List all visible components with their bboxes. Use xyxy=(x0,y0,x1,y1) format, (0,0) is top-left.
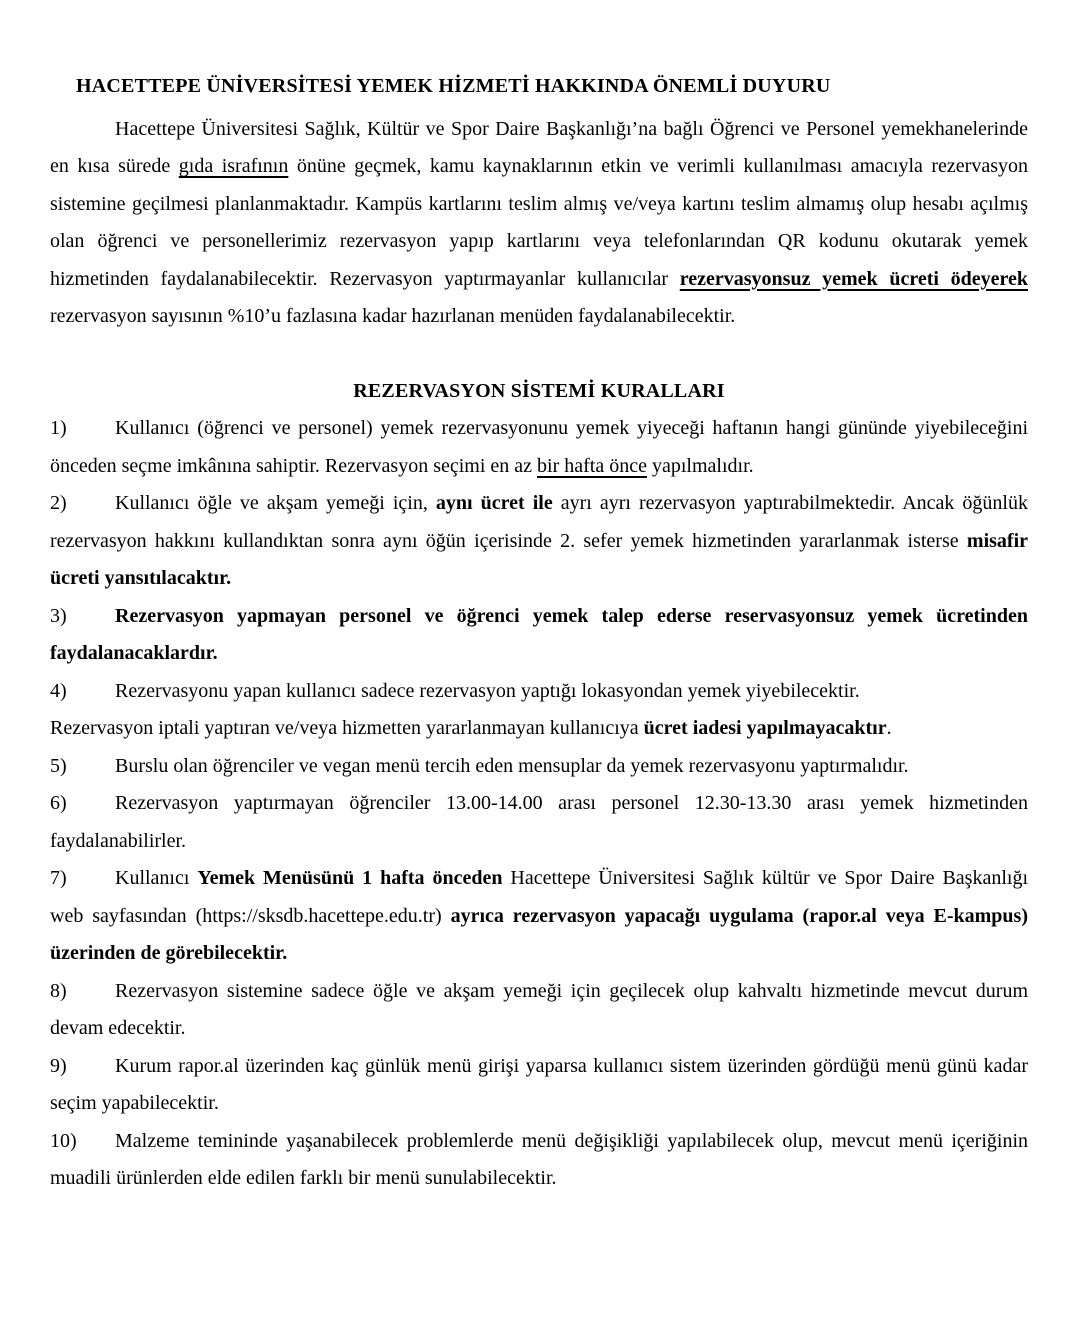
text-run: yapılmalıdır. xyxy=(647,454,754,477)
text-run: . xyxy=(886,717,892,739)
text-run: gıda israfının xyxy=(178,155,289,177)
text-run: misafir ücreti yansıtılacaktır. xyxy=(50,529,1028,589)
document-body xyxy=(50,68,1028,1198)
text-run: Malzeme temininde yaşanabilecek problemlerde menü değişikliği yapılabilecek olup, mevcut menü içeriğinin muadili ürünlerden elde edilen farklı bir menü sunulabilecektir. xyxy=(50,1129,1028,1189)
document-title: HACETTEPE ÜNİVERSİTESİ YEMEK HİZMETİ HAKKINDA ÖNEMLİ DUYURU xyxy=(76,75,831,97)
rule-item-8 xyxy=(50,973,1028,1048)
rule-number: 3) xyxy=(50,604,67,627)
text-run: ayrı ayrı rezervasyon yaptırabilmektedir. Ancak öğünlük rezervasyon hakkını kullandıktan sonra aynı öğün içerisinde 2. sefer yemek hizmetinden yararlanmak isterse xyxy=(50,492,1028,552)
rule-number: 9) xyxy=(50,1054,67,1077)
section-heading: REZERVASYON SİSTEMİ KURALLARI xyxy=(353,379,725,402)
text-run: Kullanıcı xyxy=(115,867,198,889)
rule-item-9 xyxy=(50,1048,1028,1123)
rule-item-6 xyxy=(50,785,1028,860)
text-run: Rezervasyon sistemine sadece öğle ve akşam yemeği için geçilecek olup kahvaltı hizmetinde mevcut durum devam edecektir. xyxy=(50,979,1028,1039)
text-run: Rezervasyon iptali yaptıran ve/veya hizmetten yararlanmayan kullanıcıya xyxy=(50,717,644,739)
text-run: Hacettepe Üniversitesi Sağlık, Kültür ve Spor Daire Başkanlığı’na bağlı Öğrenci ve Personel yemekhanelerinde en kısa sürede xyxy=(50,117,1028,177)
rule-item-3 xyxy=(50,598,1028,673)
rule-number: 1) xyxy=(50,417,67,439)
rule-item-7 xyxy=(50,860,1028,973)
rule-number: 7) xyxy=(50,867,67,889)
text-run: Kullanıcı (öğrenci ve personel) yemek rezervasyonunu yemek yiyeceği haftanın hangi gününde yiyebileceğini önceden seçme imkânına sahiptir. Rezervasyon seçimi en az xyxy=(50,417,1028,477)
rule-number: 6) xyxy=(50,792,67,814)
rule-item-5 xyxy=(50,748,1028,786)
text-run: ücret iadesi yapılmayacaktır xyxy=(643,717,887,739)
rule-item-2 xyxy=(50,485,1028,598)
rule-item-4 xyxy=(50,673,1028,748)
rule-number: 2) xyxy=(50,492,67,514)
text-run: Rezervasyonu yapan kullanıcı sadece rezervasyon yaptığı lokasyondan yemek yiyebilecektir. xyxy=(115,679,860,702)
text-run: bir hafta önce xyxy=(537,454,647,477)
text-run: rezervasyon sayısının %10’u fazlasına kadar hazırlanan menüden faydalanabilecektir. xyxy=(50,305,736,327)
text-run: Hacettepe Üniversitesi Sağlık kültür ve Spor Daire Başkanlığı web sayfasından (https://sksdb.hacettepe.edu.tr) xyxy=(50,867,1028,927)
intro-paragraph xyxy=(50,111,1028,336)
rule-number: 10) xyxy=(50,1129,77,1152)
text-run: Kullanıcı öğle ve akşam yemeği için, xyxy=(115,492,436,514)
text-run: Rezervasyon yapmayan personel ve öğrenci yemek talep ederse reservasyonsuz yemek ücretinden faydalanacaklardır. xyxy=(50,604,1028,664)
text-run: Yemek Menüsünü 1 hafta önceden xyxy=(197,867,503,889)
text-run: aynı ücret ile xyxy=(435,492,553,514)
rule-item-10 xyxy=(50,1123,1028,1198)
rule-number: 4) xyxy=(50,679,67,702)
text-run: önüne geçmek, kamu kaynaklarının etkin ve verimli kullanılması amacıyla rezervasyon sistemine geçilmesi planlanmaktadır. Kampüs kartlarını teslim almış ve/veya kartını teslim almamış olup hesabı açılmış olan öğrenci ve personellerimiz rezervasyon yapıp kartlarını veya telefonlarından QR kodunu okutarak yemek hizmetinden faydalanabilecektir. Rezervasyon yaptırmayanlar kullanıcılar xyxy=(50,155,1028,290)
text-run: Kurum rapor.al üzerinden kaç günlük menü girişi yaparsa kullanıcı sistem üzerinden gördüğü menü günü kadar seçim yapabilecektir. xyxy=(50,1054,1028,1114)
text-run: rezervasyonsuz yemek ücreti ödeyerek xyxy=(679,267,1028,290)
rule-number: 8) xyxy=(50,979,67,1002)
rule-number: 5) xyxy=(50,754,67,777)
text-run: Rezervasyon yaptırmayan öğrenciler 13.00-14.00 arası personel 12.30-13.30 arası yemek hizmetinden faydalanabilirler. xyxy=(50,792,1028,852)
text-run: ayrıca rezervasyon yapacağı uygulama (rapor.al veya E-kampus) üzerinden de görebilecektir. xyxy=(50,904,1028,964)
text-run: Burslu olan öğrenciler ve vegan menü tercih eden mensuplar da yemek rezervasyonu yaptırmalıdır. xyxy=(115,754,909,777)
rule-item-1 xyxy=(50,410,1028,485)
